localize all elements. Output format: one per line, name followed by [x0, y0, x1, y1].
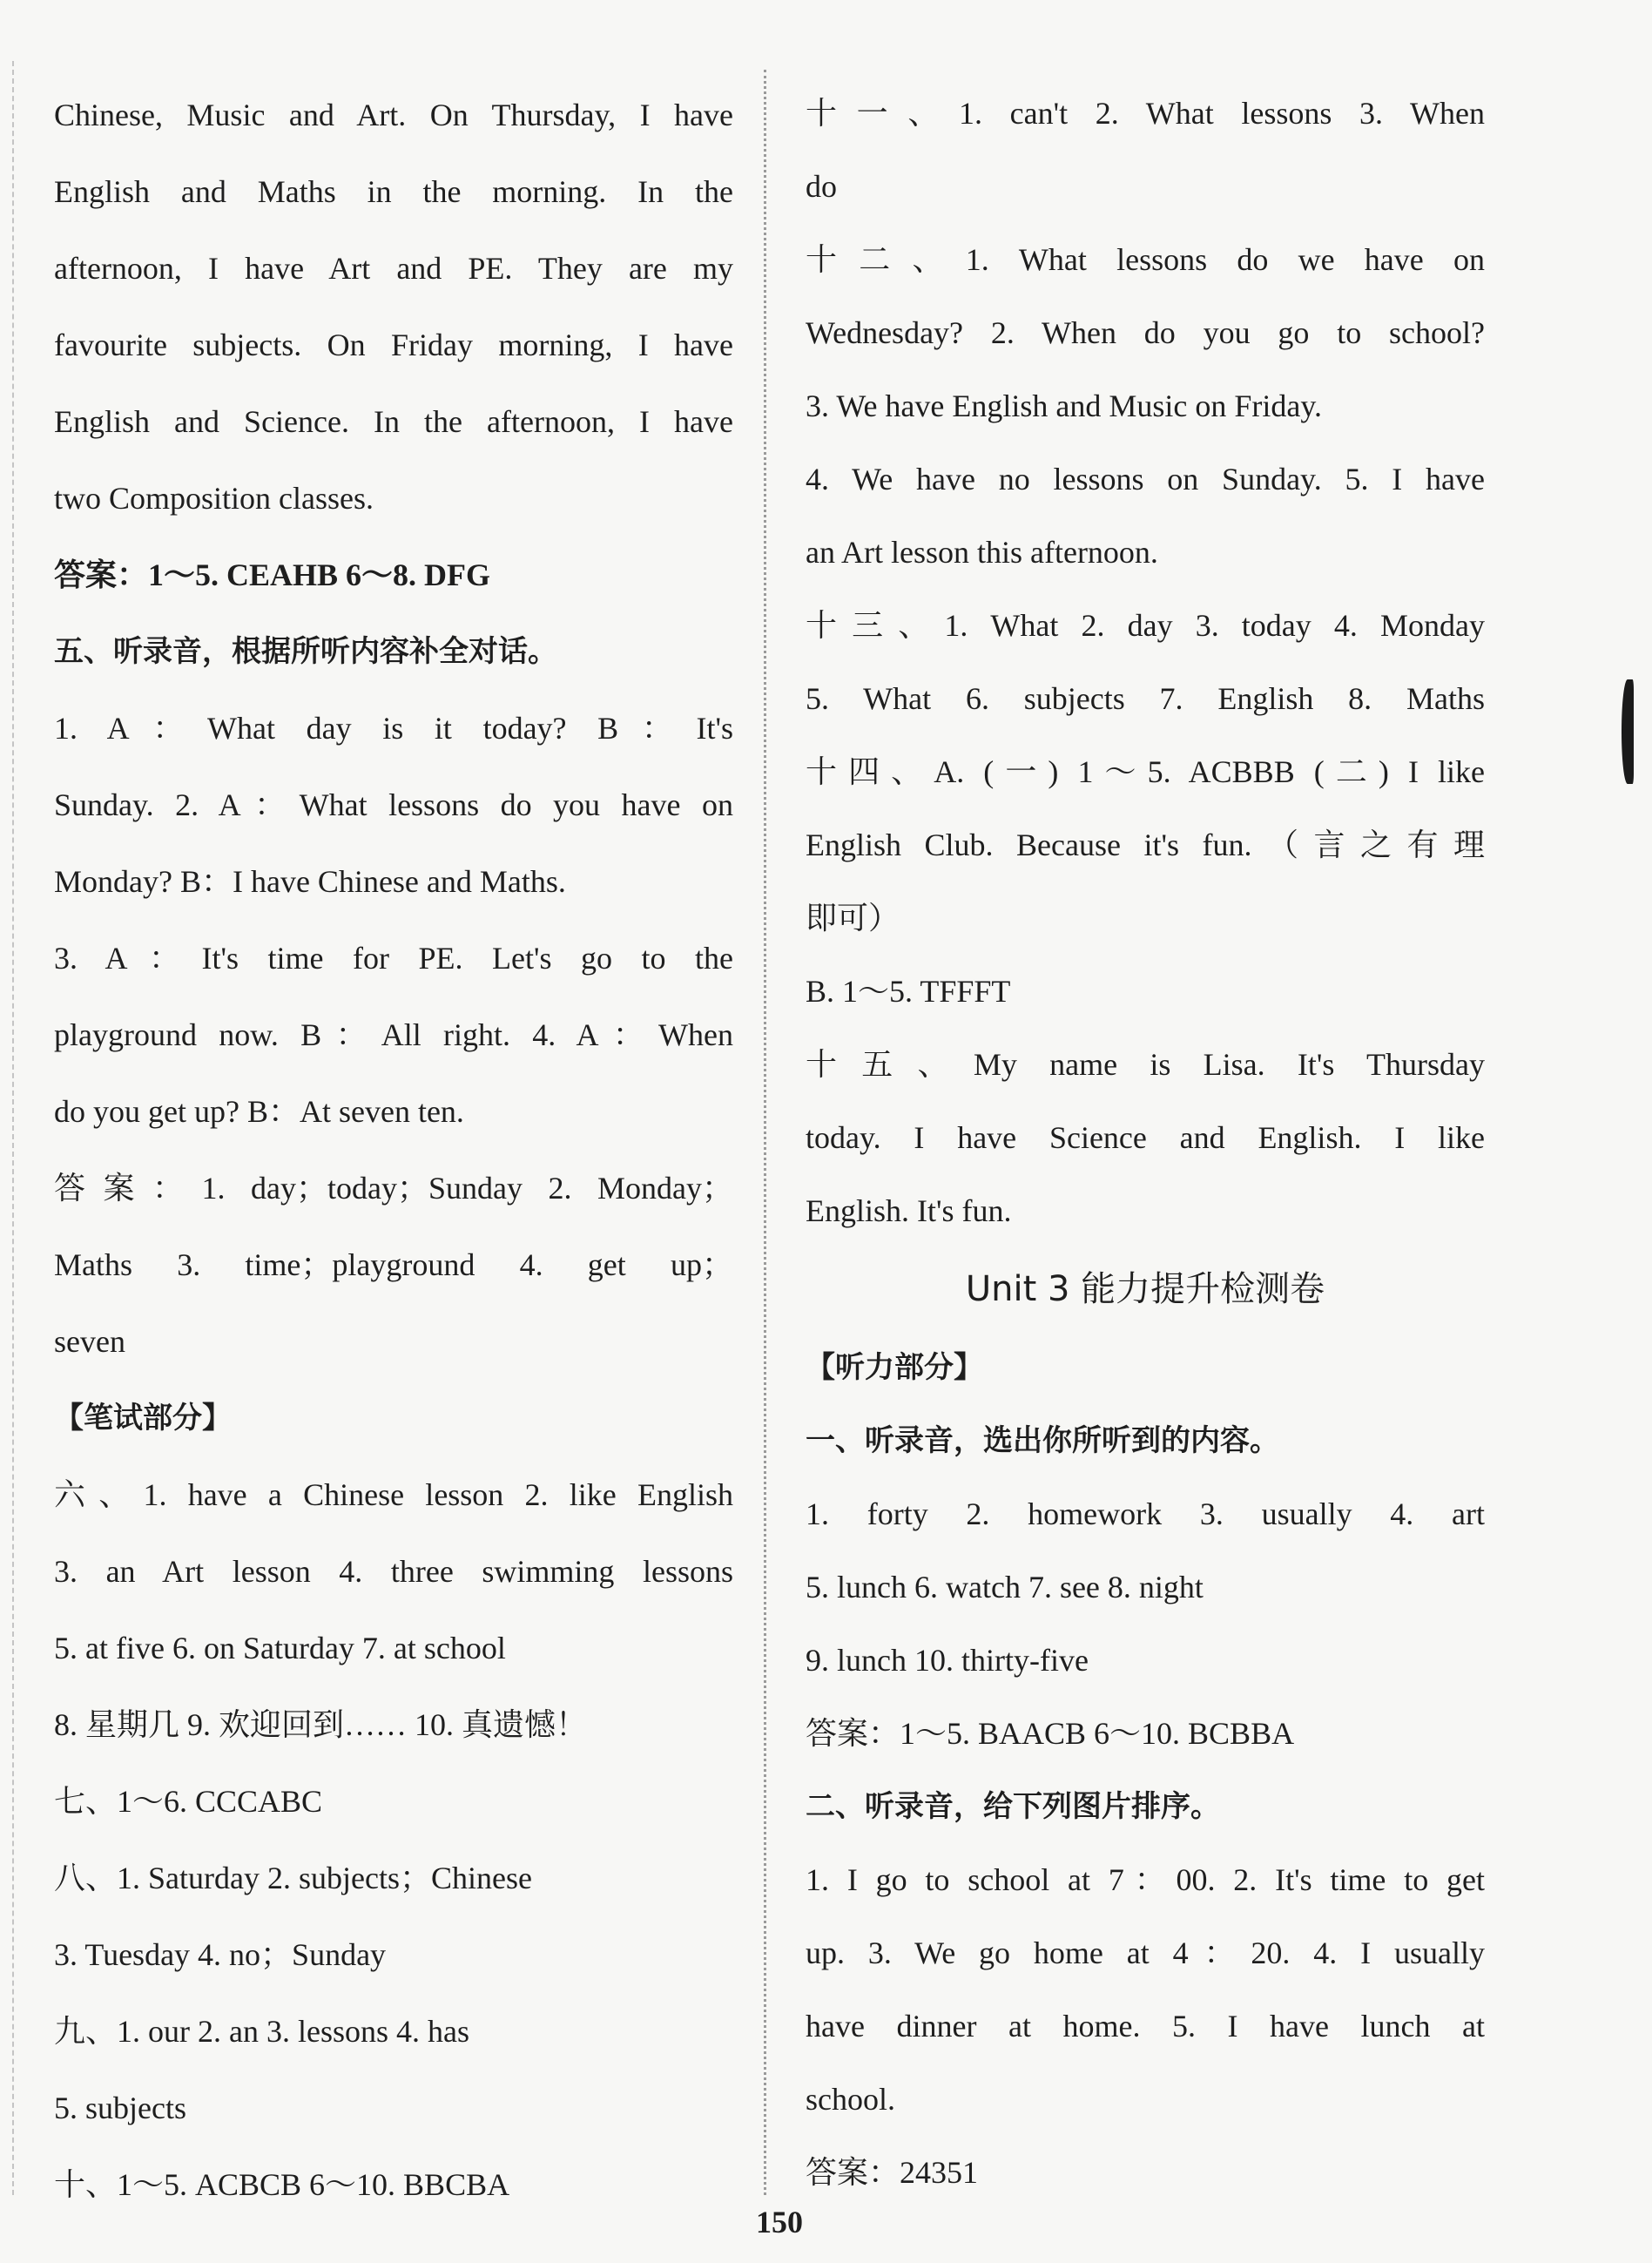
answer-line: 8. 星期几 9. 欢迎回到…… 10. 真遗憾！ [54, 1707, 588, 1742]
answer-line: 十二、1. What lessons do we have on [806, 242, 1485, 277]
dialogue-line: 1. A：What day is it today? B：It's [54, 711, 733, 746]
answer-line: 3. an Art lesson 4. three swimming lessons [54, 1554, 733, 1589]
answer-line: 十、1～5. ACBCB 6～10. BBCBA [54, 2167, 510, 2202]
section-heading: 二、听录音，给下列图片排序。 [806, 1789, 1220, 1824]
answer-line: 5. at five 6. on Saturday 7. at school [54, 1631, 506, 1665]
section-heading: 【笔试部分】 [54, 1401, 232, 1435]
answer-line: 5. What 6. subjects 7. English 8. Maths [806, 681, 1485, 716]
text-line: English and Maths in the morning. In the [54, 174, 733, 209]
dialogue-line: playground now. B：All right. 4. A：When [54, 1017, 733, 1052]
section-heading: 五、听录音，根据所听内容补全对话。 [54, 634, 557, 669]
answer-line: 答案：1～5. BAACB 6～10. BCBBA [806, 1716, 1295, 1751]
answer-line: 4. We have no lessons on Sunday. 5. I have [806, 462, 1485, 497]
answer-line: 9. lunch 10. thirty-five [806, 1643, 1089, 1678]
answer-line: have dinner at home. 5. I have lunch at [806, 2009, 1485, 2043]
answer-line: seven [54, 1324, 125, 1359]
text-line: afternoon, I have Art and PE. They are my [54, 251, 733, 286]
answer-line: school. [806, 2082, 895, 2117]
answer-line: 十一、1. can't 2. What lessons 3. When [806, 96, 1485, 131]
right-column [806, 77, 1485, 2209]
answer-line: up. 3. We go home at 4：20. 4. I usually [806, 1935, 1485, 1970]
column-divider [764, 70, 766, 2195]
dialogue-line: Monday? B：I have Chinese and Maths. [54, 864, 566, 899]
answer-line: 六、1. have a Chinese lesson 2. like English [54, 1477, 733, 1512]
answer-line: 答案：1～5. CEAHB 6～8. DFG [54, 557, 491, 592]
answer-line: 八、1. Saturday 2. subjects；Chinese [54, 1861, 532, 1895]
section-title: Unit 3 能力提升检测卷 [965, 1269, 1325, 1309]
section-heading: 【听力部分】 [806, 1350, 983, 1385]
answer-line: Maths 3. time；playground 4. get up； [54, 1247, 733, 1282]
answer-line: 答案：1. day；today；Sunday 2. Monday； [54, 1171, 733, 1206]
answer-line: Wednesday? 2. When do you go to school? [806, 315, 1485, 350]
answer-line: 答案：24351 [806, 2155, 979, 2190]
text-line: favourite subjects. On Friday morning, I have [54, 328, 733, 362]
dialogue-line: Sunday. 2. A：What lessons do you have on [54, 787, 733, 822]
answer-line: 3. We have English and Music on Friday. [806, 388, 1323, 423]
dialogue-line: 3. A：It's time for PE. Let's go to the [54, 941, 733, 976]
answer-line: an Art lesson this afternoon. [806, 535, 1158, 570]
answer-line: do [806, 169, 837, 204]
answer-line: English Club. Because it's fun.（言之有理 [806, 828, 1485, 862]
answer-line: 十四、A. (一) 1～5. ACBBB (二) I like [806, 754, 1485, 789]
answer-line: 七、1～6. CCCABC [54, 1784, 323, 1819]
answer-line: 5. subjects [54, 2091, 186, 2125]
left-column [54, 77, 733, 2223]
answer-line: 3. Tuesday 4. no；Sunday [54, 1937, 387, 1972]
answer-line: 十三、1. What 2. day 3. today 4. Monday [806, 608, 1485, 643]
page-edge-line [12, 61, 14, 2195]
answer-line: English. It's fun. [806, 1193, 1012, 1228]
section-heading: 一、听录音，选出你所听到的内容。 [806, 1423, 1279, 1458]
answer-line: today. I have Science and English. I like [806, 1120, 1485, 1155]
text-line: English and Science. In the afternoon, I have [54, 404, 733, 439]
answer-line: 1. forty 2. homework 3. usually 4. art [806, 1496, 1485, 1531]
text-line: two Composition classes. [54, 481, 374, 516]
answer-line: B. 1～5. TFFFT [806, 974, 1011, 1009]
text-line: Chinese, Music and Art. On Thursday, I have [54, 98, 733, 132]
answer-line: 5. lunch 6. watch 7. see 8. night [806, 1570, 1204, 1604]
answer-line: 十五、My name is Lisa. It's Thursday [806, 1047, 1485, 1082]
answer-line: 1. I go to school at 7：00. 2. It's time to get [806, 1862, 1485, 1897]
dialogue-line: do you get up? B：At seven ten. [54, 1094, 464, 1129]
answer-line: 九、1. our 2. an 3. lessons 4. has [54, 2014, 469, 2049]
answer-line: 即可） [806, 901, 900, 936]
page-edge-mark [1622, 679, 1634, 784]
page-number: 150 [756, 2205, 803, 2239]
